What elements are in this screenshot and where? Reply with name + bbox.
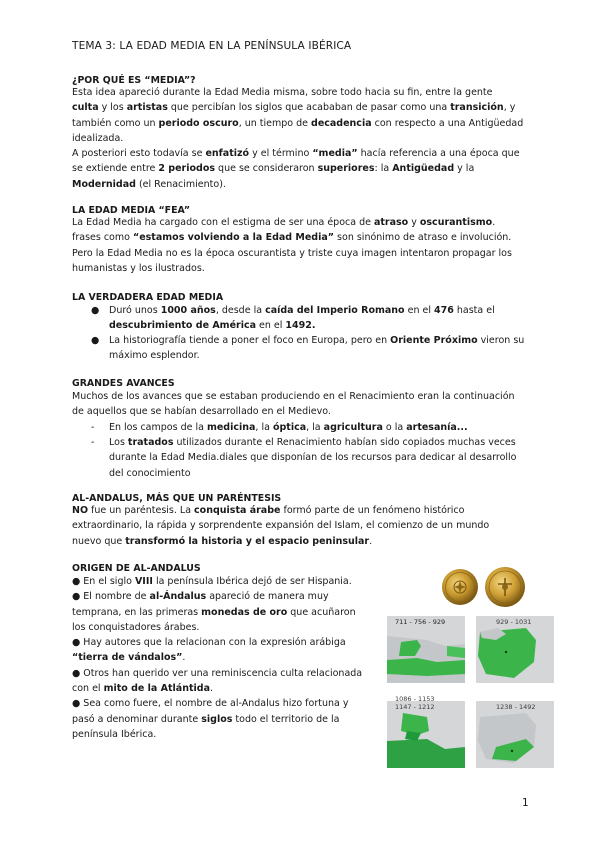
map-almoravids-almohads: [387, 701, 465, 768]
map-panel: [387, 616, 465, 683]
dash-marker: -: [91, 437, 95, 448]
text-line: temprana, en las primeras monedas de oro que acuñaron: [72, 606, 356, 618]
text-line: NO fue un paréntesis. La conquista árabe formó parte de un fenómeno histórico: [72, 505, 465, 516]
paragraph-great-advances: [72, 389, 530, 420]
al-andalus-maps: [387, 616, 554, 768]
map-panel: [476, 616, 554, 683]
gold-coin-reverse-icon: [484, 566, 526, 608]
map-label: 1147 - 1212: [395, 703, 435, 711]
map-expansion-711-929: [387, 616, 465, 683]
list-item: [91, 303, 531, 334]
map-caliphate-929-1031: [476, 616, 554, 683]
text-line: Esta idea apareció durante la Edad Media misma, sobre todo hacia su fin, entre la gente: [72, 87, 493, 98]
text-line: ● Otros han querido ver una reminiscencia culta relacionada: [72, 667, 363, 679]
map-nasrid-1238-1492: [476, 701, 554, 768]
page-title: TEMA 3: LA EDAD MEDIA EN LA PENÍNSULA IBÉRICA: [72, 40, 352, 52]
text-line: humanistas y los ilustrados.: [72, 262, 205, 274]
text-line: idealizada.: [72, 132, 124, 144]
bullet: ●: [91, 335, 100, 346]
text-line: ● Hay autores que la relacionan con la expresión arábiga: [72, 637, 346, 649]
paragraph-origin-al-andalus: [72, 574, 372, 742]
gold-coin-obverse-icon: [441, 568, 479, 606]
text-line: ● El nombre de al-Ándalus apareció de manera muy: [72, 591, 329, 603]
text-line: península Ibérica.: [72, 728, 157, 740]
list-item: [91, 435, 531, 481]
text-line: Muchos de los avances que se estaban produciendo en el Renacimiento eran la continuación: [72, 391, 515, 402]
map-panel: [387, 695, 465, 768]
paragraph-ugly-middle-ages: [72, 215, 530, 276]
text-line: de aquellos que se habían desarrollado en el Medievo.: [72, 406, 331, 418]
map-label: 1238 - 1492: [496, 703, 536, 711]
heading-al-andalus-parenthesis: AL-ANDALUS, MÁS QUE UN PARÉNTESIS: [72, 493, 282, 504]
map-label: 711 - 756 - 929: [395, 618, 446, 626]
text-line: ● Sea como fuere, el nombre de al-Andalus hizo fortuna y: [72, 698, 349, 710]
text-line: los conquistadores árabes.: [72, 621, 200, 633]
list-item: [91, 333, 531, 364]
list-item-text: La historiografía tiende a poner el foco en Europa, pero en Oriente Próximo vieron su: [109, 335, 525, 346]
text-line: La Edad Media ha cargado con el estigma de ser una época de atraso y oscurantismo.: [72, 217, 496, 228]
dash-marker: -: [91, 422, 95, 433]
text-line: Pero la Edad Media no es la época oscurantista y triste cuya imagen intentaron propagar los: [72, 247, 512, 259]
bullet: ●: [91, 305, 100, 316]
list-item-text: máximo esplendor.: [109, 350, 200, 362]
list-item-text: del conocimiento: [109, 467, 191, 479]
list-item-text: Los tratados utilizados durante el Renacimiento habían sido copiados muchas veces: [109, 437, 516, 448]
heading-true-middle-ages: LA VERDADERA EDAD MEDIA: [72, 292, 224, 303]
text-line: A posteriori esto todavía se enfatizó y el término “media” hacía referencia a una época que: [72, 148, 520, 160]
paragraph-al-andalus-parenthesis: [72, 503, 530, 549]
text-line: se extiende entre 2 periodos que se consideraron superiores: la Antigüedad y la: [72, 163, 475, 175]
heading-origin-al-andalus: ORIGEN DE AL-ANDALUS: [72, 563, 201, 574]
text-line: pasó a denominar durante siglos todo el territorio de la: [72, 713, 340, 725]
text-line: ● En el siglo VIII la península Ibérica dejó de ser Hispania.: [72, 576, 352, 587]
text-line: extraordinario, la rápida y sorprendente expansión del Islam, el comienzo de un mundo: [72, 520, 490, 532]
map-label: 1086 - 1153: [395, 695, 435, 703]
list-item-text: descubrimiento de América en el 1492.: [109, 320, 316, 332]
list-item-text: Duró unos 1000 años, desde la caída del Imperio Romano en el 476 hasta el: [109, 305, 495, 316]
list-item-text: En los campos de la medicina, la óptica, la agricultura o la artesanía...: [109, 422, 468, 433]
text-line: también como un periodo oscuro, un tiempo de decadencia con respecto a una Antigüedad: [72, 117, 524, 129]
map-panel: [476, 701, 554, 768]
map-label: 929 - 1031: [496, 618, 532, 626]
list-item-text: durante la Edad Media.diales que disponían de los recursos para dedicar al desarrollo: [109, 452, 517, 464]
page-number: 1: [522, 797, 529, 809]
text-line: nuevo que transformó la historia y el espacio peninsular.: [72, 535, 373, 547]
text-line: frases como “estamos volviendo a la Edad Media” son sinónimo de atraso e involución.: [72, 232, 512, 244]
paragraph-why-media: [72, 85, 530, 192]
heading-great-advances: GRANDES AVANCES: [72, 378, 175, 389]
text-line: “tierra de vándalos”.: [72, 652, 186, 664]
text-line: con el mito de la Atlántida.: [72, 683, 214, 695]
heading-why-media: ¿POR QUÉ ES “MEDIA”?: [72, 75, 196, 86]
heading-ugly-middle-ages: LA EDAD MEDIA “FEA”: [72, 205, 191, 216]
text-line: Modernidad (el Renacimiento).: [72, 178, 226, 190]
text-line: culta y los artistas que percibían los siglos que acababan de pasar como una transición, y: [72, 102, 516, 114]
list-item: [91, 420, 531, 436]
